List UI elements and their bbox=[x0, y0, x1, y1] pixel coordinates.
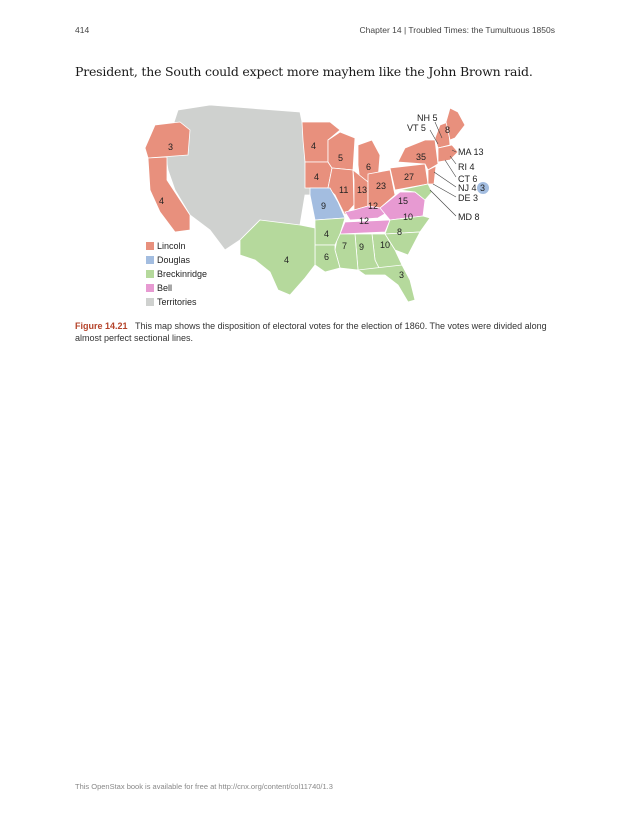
legend-douglas: Douglas bbox=[157, 255, 191, 265]
callout-nj: NJ 4 bbox=[458, 183, 477, 193]
callout-vt: VT 5 bbox=[407, 123, 426, 133]
vote-florida: 3 bbox=[399, 270, 405, 280]
callout-ma: MA 13 bbox=[458, 147, 484, 157]
caption-text: This map shows the disposition of electoral votes for the election of 1860. The votes were divided along almost perfect sectional lines. bbox=[75, 321, 547, 343]
page-number: 414 bbox=[75, 25, 90, 35]
vote-ohio: 23 bbox=[376, 181, 387, 191]
vote-kentucky: 12 bbox=[368, 201, 379, 211]
vote-louisiana: 6 bbox=[324, 252, 330, 262]
state-texas bbox=[240, 220, 315, 295]
vote-new-york: 35 bbox=[416, 152, 427, 162]
state-wisconsin bbox=[328, 132, 355, 170]
vote-virginia: 15 bbox=[398, 196, 409, 206]
state-florida bbox=[358, 265, 415, 302]
callout-ct: CT 6 bbox=[458, 174, 478, 184]
state-oregon bbox=[145, 122, 190, 158]
legend-swatch-lincoln bbox=[146, 242, 154, 250]
legend-territories: Territories bbox=[157, 297, 197, 307]
callout-nj-douglas: 3 bbox=[480, 183, 486, 193]
vote-oregon: 3 bbox=[168, 142, 174, 152]
legend-lincoln: Lincoln bbox=[157, 241, 186, 251]
vote-iowa: 4 bbox=[314, 172, 320, 182]
vote-alabama: 9 bbox=[359, 242, 365, 252]
figure-caption bbox=[75, 320, 555, 344]
legend-swatch-breckinridge bbox=[146, 270, 154, 278]
vote-tennessee: 12 bbox=[359, 216, 370, 226]
vote-pennsylvania: 27 bbox=[404, 172, 415, 182]
legend-swatch-douglas bbox=[146, 256, 154, 264]
callout-md: MD 8 bbox=[458, 212, 480, 222]
footer-text: This OpenStax book is available for free at http://cnx.org/content/col11740/1.3 bbox=[75, 782, 333, 791]
state-maine bbox=[446, 108, 465, 140]
vote-indiana: 13 bbox=[357, 185, 368, 195]
vote-maine: 8 bbox=[445, 125, 451, 135]
legend-breckinridge: Breckinridge bbox=[157, 269, 208, 279]
vote-michigan: 6 bbox=[366, 162, 372, 172]
legend-swatch-bell bbox=[146, 284, 154, 292]
vote-texas: 4 bbox=[284, 255, 290, 265]
vote-arkansas: 4 bbox=[324, 229, 330, 239]
figure-label: Figure 14.21 bbox=[75, 321, 128, 331]
callout-nh: NH 5 bbox=[417, 113, 438, 123]
vote-georgia: 10 bbox=[380, 240, 391, 250]
legend-bell: Bell bbox=[157, 283, 173, 293]
callout-ri: RI 4 bbox=[458, 162, 475, 172]
body-text: President, the South could expect more mayhem like the John Brown raid. bbox=[75, 64, 533, 79]
vote-south-carolina: 8 bbox=[397, 227, 403, 237]
electoral-map bbox=[140, 100, 520, 310]
state-mass-ri-ct bbox=[438, 145, 458, 162]
vote-california: 4 bbox=[159, 196, 165, 206]
vote-missouri: 9 bbox=[321, 201, 327, 211]
vote-illinois: 11 bbox=[339, 185, 349, 195]
map-legend bbox=[146, 241, 207, 307]
vote-north-carolina: 10 bbox=[403, 212, 414, 222]
vote-wisconsin: 5 bbox=[338, 153, 344, 163]
vote-minnesota: 4 bbox=[311, 141, 317, 151]
legend-swatch-territories bbox=[146, 298, 154, 306]
chapter-title: Chapter 14 | Troubled Times: the Tumultuous 1850s bbox=[359, 25, 555, 35]
callout-de: DE 3 bbox=[458, 193, 479, 203]
vote-mississippi: 7 bbox=[342, 241, 348, 251]
